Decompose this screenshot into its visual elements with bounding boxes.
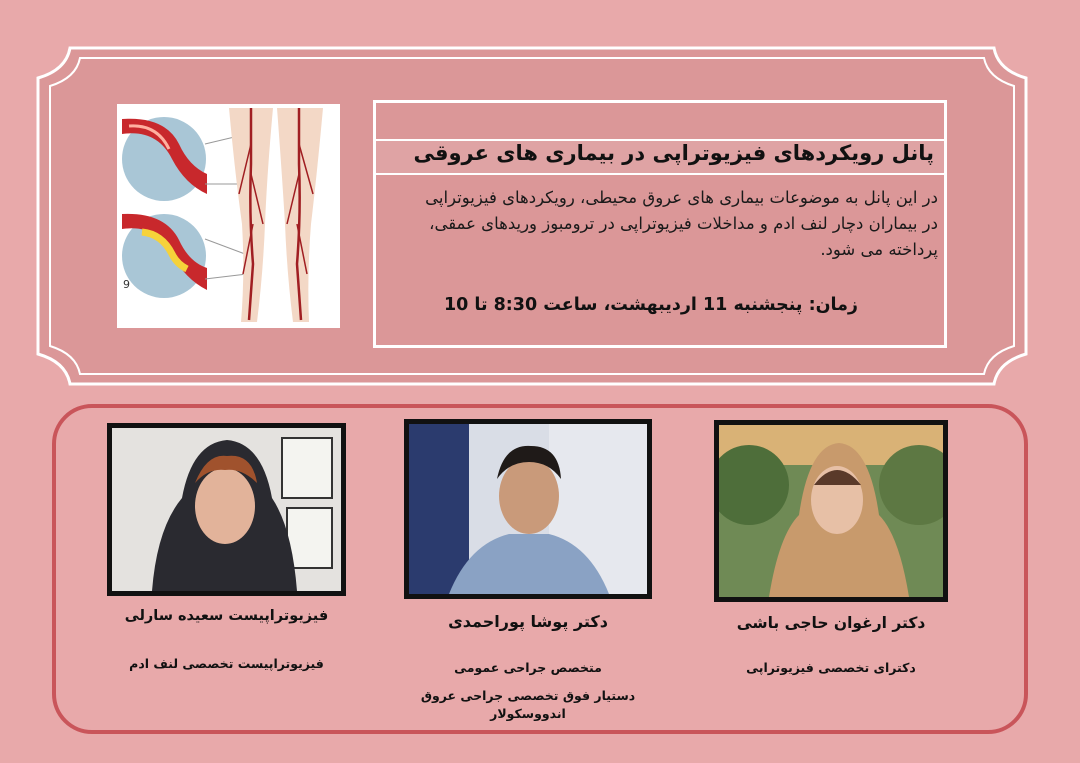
speaker-title-2: اندووسکولار	[490, 706, 566, 721]
speaker-title-3: فیزیوتراپیست تخصصی لنف ادم	[129, 656, 324, 671]
speaker-photo-2	[404, 419, 652, 599]
figure-label: 9	[123, 278, 130, 291]
speaker-photo-3	[107, 423, 346, 596]
info-box	[373, 100, 947, 348]
speaker-name-1: دکتر ارغوان حاجی باشی	[736, 614, 926, 632]
speaker-name-3: فیزیوتراپیست سعیده سارلی	[124, 608, 329, 624]
speaker-title-2: دستیار فوق تخصصی جراحی عروق	[420, 688, 636, 703]
description-line: در بیماران دچار لنف ادم و مداخلات فیزیوتراپی در ترومبوز وریدهای عمقی،	[429, 214, 938, 233]
description-line: پرداخته می شود.	[820, 240, 938, 259]
speaker-title-1: دکترای تخصصی فیزیوتراپی	[746, 660, 916, 675]
event-title: پانل رویکردهای فیزیوتراپی در بیماری های عروقی	[413, 141, 934, 165]
event-description	[382, 185, 938, 263]
description-line: در این پانل به موضوعات بیماری های عروق محیطی، رویکردهای فیزیوتراپی	[425, 188, 938, 207]
speaker-title-2: متخصص جراحی عمومی	[454, 660, 602, 675]
artery-illustration	[117, 104, 340, 328]
event-time: زمان: پنجشنبه 11 اردیبهشت، ساعت 8:30 تا 10	[443, 295, 858, 315]
speaker-name-2: دکتر پوشا پوراحمدی	[448, 612, 608, 631]
speaker-photo-1	[714, 420, 948, 602]
